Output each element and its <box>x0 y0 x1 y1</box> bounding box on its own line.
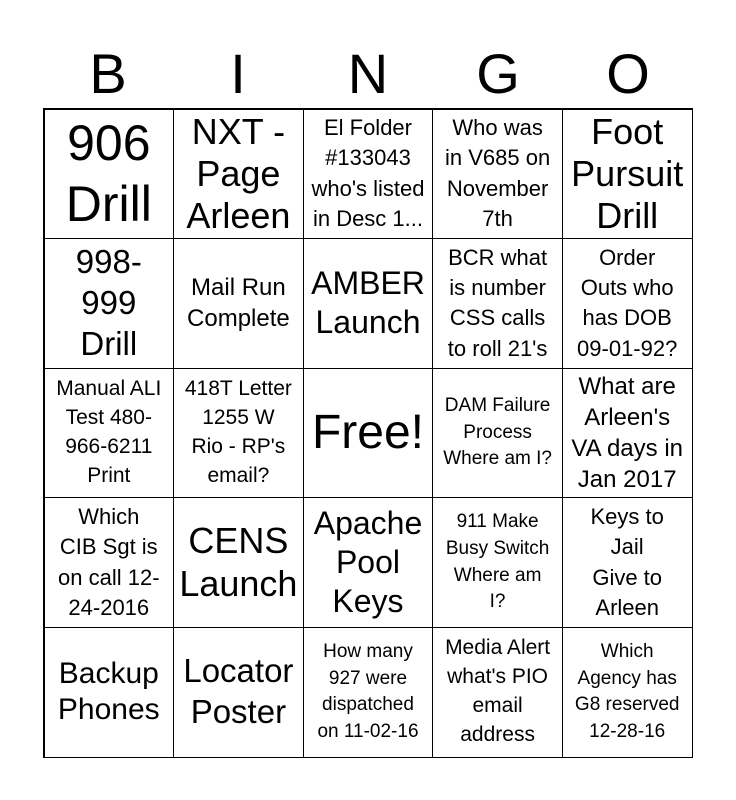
bingo-cell-text: Free! <box>311 405 424 459</box>
bingo-cell-g2[interactable] <box>432 238 563 369</box>
bingo-cell-text: Locator Poster <box>183 652 294 731</box>
header-letter-i: I <box>230 42 246 105</box>
bingo-cell-text: 911 Make Busy Switch Where am I? <box>445 511 550 613</box>
bingo-cell-i2[interactable] <box>173 238 304 369</box>
bingo-cell-text: NXT - Page Arleen <box>186 110 291 236</box>
bingo-cell-text: 906 Drill <box>65 114 152 232</box>
bingo-cell-o1[interactable] <box>562 109 693 240</box>
bingo-cell-b3[interactable] <box>44 368 175 499</box>
bingo-cell-g1[interactable] <box>432 109 563 240</box>
bingo-cell-text: Which Agency has G8 reserved 12-28-16 <box>574 641 680 742</box>
bingo-cell-g3[interactable] <box>432 368 563 499</box>
bingo-cell-n4[interactable] <box>303 497 434 628</box>
bingo-cell-text: Foot Pursuit Drill <box>571 110 684 236</box>
bingo-cell-text: Backup Phones <box>57 657 160 727</box>
bingo-cell-text: Mail Run Complete <box>187 274 290 333</box>
bingo-cell-text: Who was in V685 on November 7th <box>444 115 551 232</box>
bingo-cell-text: CENS Launch <box>179 520 298 604</box>
bingo-cell-text: Which CIB Sgt is on call 12- 24-2016 <box>58 503 160 620</box>
bingo-cell-i5[interactable] <box>173 627 304 758</box>
bingo-cell-free-space[interactable] <box>303 368 434 499</box>
bingo-header <box>43 40 693 108</box>
bingo-cell-text: AMBER Launch <box>311 265 425 341</box>
header-letter-g: G <box>476 42 520 105</box>
bingo-cell-text: 418T Letter 1255 W Rio - RP's email? <box>184 377 292 487</box>
bingo-cell-o5[interactable] <box>562 627 693 758</box>
bingo-cell-b4[interactable] <box>44 497 175 628</box>
bingo-cell-text: Manual ALI Test 480- 966-6211 Print <box>56 377 162 487</box>
bingo-cell-text: 998- 999 Drill <box>75 243 142 362</box>
bingo-cell-n5[interactable] <box>303 627 434 758</box>
bingo-cell-text: What are Arleen's VA days in Jan 2017 <box>571 372 683 494</box>
bingo-cell-o2[interactable] <box>562 238 693 369</box>
bingo-cell-i4[interactable] <box>173 497 304 628</box>
bingo-cell-text: Order Outs who has DOB 09-01-92? <box>577 244 678 361</box>
bingo-cell-text: El Folder #133043 who's listed in Desc 1... <box>311 115 425 232</box>
bingo-cell-text: BCR what is number CSS calls to roll 21's <box>447 244 548 361</box>
bingo-cell-text: Apache Pool Keys <box>313 504 423 620</box>
bingo-board <box>43 108 693 758</box>
bingo-cell-b2[interactable] <box>44 238 175 369</box>
bingo-cell-text: DAM Failure Process Where am I? <box>443 395 552 470</box>
bingo-cell-text: How many 927 were dispatched on 11-02-16 <box>317 641 419 742</box>
bingo-cell-text: Keys to Jail Give to Arleen <box>590 503 664 620</box>
header-letter-n: N <box>347 42 389 105</box>
bingo-cell-n1[interactable] <box>303 109 434 240</box>
bingo-cell-i1[interactable] <box>173 109 304 240</box>
bingo-cell-o4[interactable] <box>562 497 693 628</box>
header-letter-o: O <box>606 42 650 105</box>
bingo-cell-n2[interactable] <box>303 238 434 369</box>
bingo-cell-g5[interactable] <box>432 627 563 758</box>
header-letter-b: B <box>89 42 127 105</box>
bingo-cell-text: Media Alert what's PIO email address <box>445 636 551 747</box>
bingo-cell-g4[interactable] <box>432 497 563 628</box>
bingo-cell-b5[interactable] <box>44 627 175 758</box>
bingo-cell-b1[interactable] <box>44 109 175 240</box>
bingo-cell-i3[interactable] <box>173 368 304 499</box>
bingo-cell-o3[interactable] <box>562 368 693 499</box>
